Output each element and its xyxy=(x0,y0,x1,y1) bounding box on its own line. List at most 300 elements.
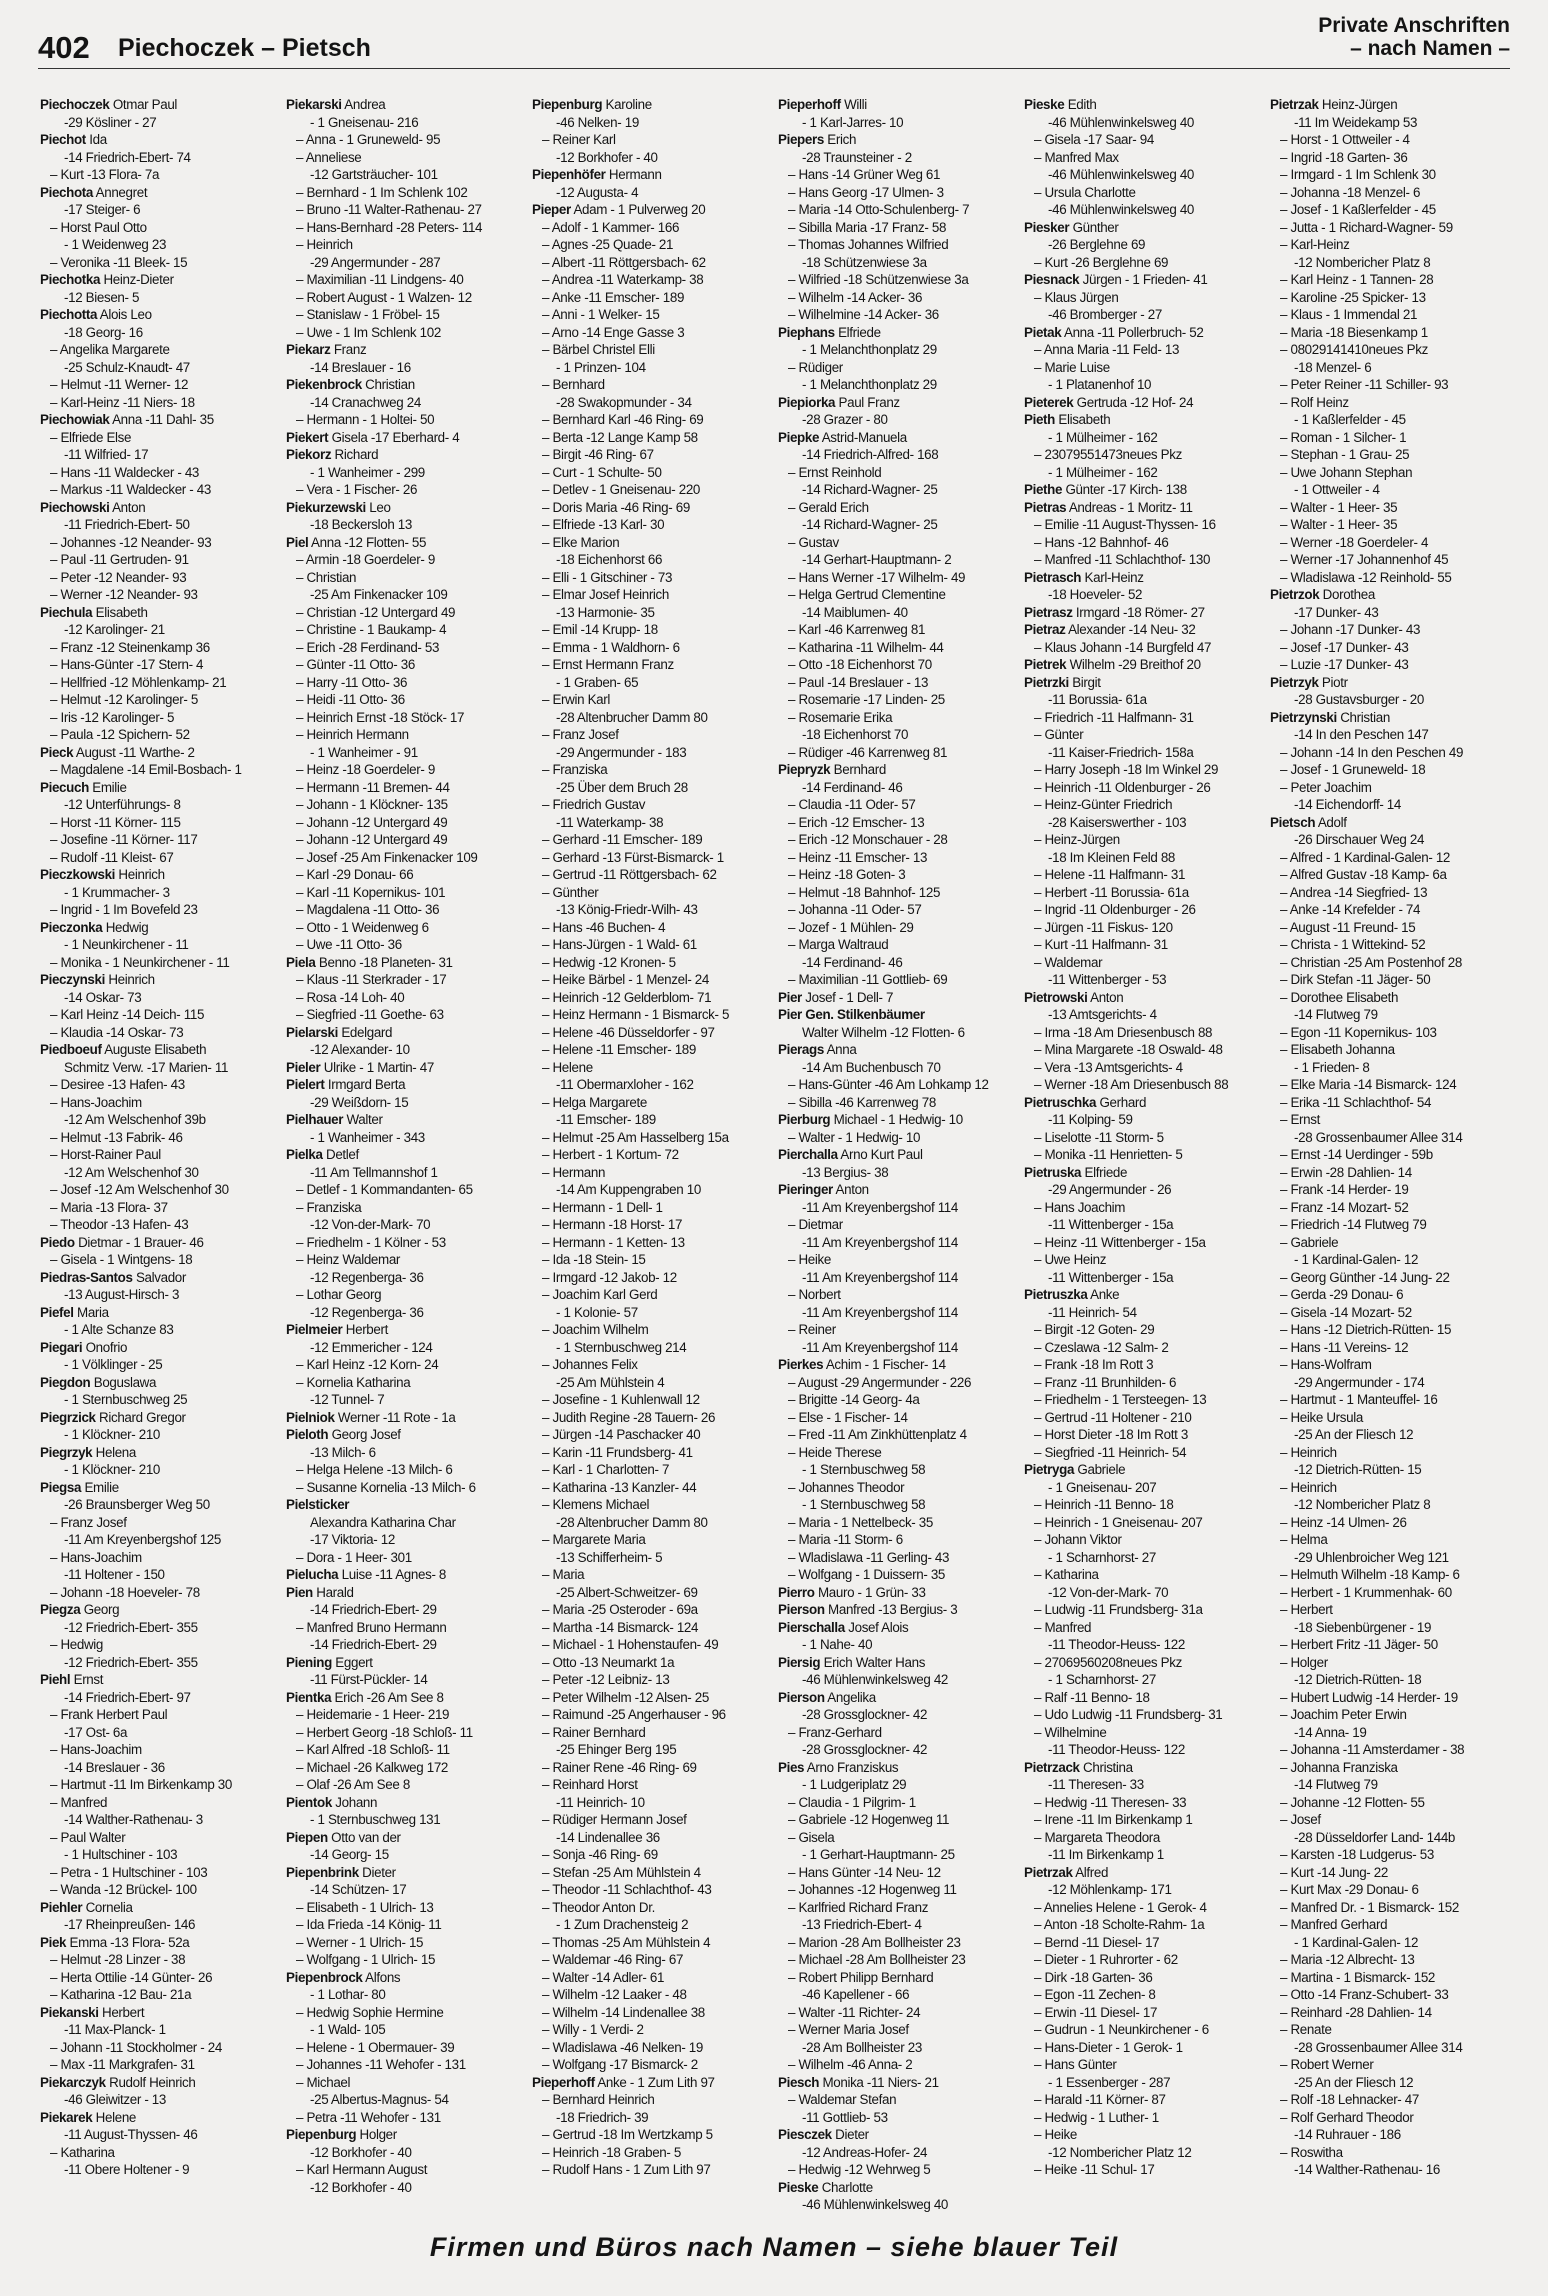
directory-entry: Piehl Ernst xyxy=(40,1672,104,1687)
entry-continuation: - 1 Kardinal-Galen- 12 xyxy=(1294,1252,1419,1267)
page-title: Piechoczek – Pietsch xyxy=(118,34,371,62)
sub-entry: – Johannes -12 Hogenweg 11 xyxy=(788,1882,957,1897)
surname: Piechoczek xyxy=(40,97,110,112)
surname: Piekarek xyxy=(40,2109,93,2125)
directory-entry: Piechota Annegret xyxy=(40,184,148,200)
entry-continuation: -14 Ferdinand- 46 xyxy=(802,779,903,795)
surname: Piepenburg xyxy=(532,97,603,112)
directory-column-2 xyxy=(286,96,522,2196)
sub-entry: – Stefan -25 Am Mühlstein 4 xyxy=(542,1864,701,1880)
entry-continuation: -46 Mühlenwinkelsweg 40 xyxy=(802,2197,949,2212)
entry-continuation: -14 Lindenallee 36 xyxy=(556,1829,660,1845)
sub-entry: – Monika - 1 Neunkirchener - 11 xyxy=(50,954,230,970)
sub-entry: – Thomas Johannes Wilfried xyxy=(788,237,949,252)
sub-entry: – Bernhard - 1 Im Schlenk 102 xyxy=(296,184,468,200)
sub-entry: – Maria -14 Otto-Schulenberg- 7 xyxy=(788,202,970,217)
sub-entry: – Hans-Günter -17 Stern- 4 xyxy=(50,657,204,672)
entry-continuation: - 1 Gneisenau- 216 xyxy=(310,114,419,130)
sub-entry: – Martha -14 Bismarck- 124 xyxy=(542,1619,699,1635)
sub-entry: – Helmut -11 Werner- 12 xyxy=(50,377,189,392)
entry-continuation: -28 Grossglockner- 42 xyxy=(802,1707,928,1722)
entry-continuation: -28 Altenbrucher Damm 80 xyxy=(556,1514,708,1530)
sub-entry: – Herbert Fritz -11 Jäger- 50 xyxy=(1280,1637,1438,1652)
sub-entry: – Walter -14 Adler- 61 xyxy=(542,1969,665,1985)
entry-continuation: -14 Friedrich-Ebert- 29 xyxy=(310,1637,437,1652)
sub-entry: – Werner -12 Neander- 93 xyxy=(50,587,198,602)
sub-entry: – Helmuth Wilhelm -18 Kamp- 6 xyxy=(1280,1567,1460,1582)
sub-entry: – Maria -25 Osteroder - 69a xyxy=(542,1602,698,1617)
sub-entry: – Herta Ottilie -14 Günter- 26 xyxy=(50,1969,213,1985)
sub-entry: – Heidemarie - 1 Heer- 219 xyxy=(296,1707,450,1722)
sub-entry: – Günter -11 Otto- 36 xyxy=(296,657,415,672)
entry-continuation: -28 Altenbrucher Damm 80 xyxy=(556,709,708,725)
sub-entry: – Rolf -18 Lehnacker- 47 xyxy=(1280,2092,1419,2107)
sub-entry: – Magdalene -14 Emil-Bosbach- 1 xyxy=(50,762,242,777)
directory-entry: Pientka Erich -26 Am See 8 xyxy=(286,1689,444,1705)
entry-continuation: -11 Holtener - 150 xyxy=(64,1567,165,1582)
surname: Piegdon xyxy=(40,1374,91,1390)
sub-entry: – Marga Waltraud xyxy=(788,937,889,952)
surname: Pietrek xyxy=(1024,657,1067,672)
sub-entry: – Werner - 1 Ulrich- 15 xyxy=(296,1934,424,1950)
sub-entry: – Angelika Margarete xyxy=(50,342,170,357)
sub-entry: – Kurt -11 Halfmann- 31 xyxy=(1034,937,1168,952)
entry-continuation: Schmitz Verw. -17 Marien- 11 xyxy=(64,1059,229,1075)
sub-entry: – Armin -18 Goerdeler- 9 xyxy=(296,552,435,567)
directory-entry: Pielucha Luise -11 Agnes- 8 xyxy=(286,1567,447,1582)
surname: Pietrzyk xyxy=(1270,674,1319,690)
surname: Piegsa xyxy=(40,1479,82,1495)
sub-entry: – Joachim Wilhelm xyxy=(542,1322,649,1337)
entry-continuation: -46 Bromberger - 27 xyxy=(1048,307,1162,322)
entry-continuation: -26 Braunsberger Weg 50 xyxy=(64,1497,210,1512)
sub-entry: – Rolf Heinz xyxy=(1280,394,1349,410)
sub-entry: – Heinrich - 1 Gneisenau- 207 xyxy=(1034,1514,1203,1530)
sub-entry: – Gerda -29 Donau- 6 xyxy=(1280,1287,1404,1302)
sub-entry: – Rudolf -11 Kleist- 67 xyxy=(50,849,174,865)
sub-entry: – Bärbel Christel Elli xyxy=(542,342,655,357)
entry-continuation: -11 Borussia- 61a xyxy=(1048,692,1147,707)
entry-continuation: -29 Angermunder - 287 xyxy=(310,254,441,270)
surname: Pieloth xyxy=(286,1427,329,1442)
sub-entry: – Rosa -14 Loh- 40 xyxy=(296,989,405,1005)
directory-entry: Pietrasch Karl-Heinz xyxy=(1024,569,1144,585)
entry-continuation: - 1 Wanheimer - 299 xyxy=(310,464,425,480)
sub-entry: – Helmut -12 Karolinger- 5 xyxy=(50,692,198,707)
entry-continuation: -14 Cranachweg 24 xyxy=(310,394,421,410)
directory-columns xyxy=(40,96,1510,2226)
sub-entry: – Waldemar xyxy=(1034,954,1103,970)
sub-entry: – Karsten -18 Ludgerus- 53 xyxy=(1280,1847,1434,1862)
surname: Pieth xyxy=(1024,412,1055,427)
entry-continuation: - 1 Zum Drachensteig 2 xyxy=(556,1917,689,1932)
sub-entry: – Lothar Georg xyxy=(296,1287,382,1302)
sub-entry: – Franz Josef xyxy=(542,727,619,742)
sub-entry: – Petra - 1 Hultschiner - 103 xyxy=(50,1864,208,1880)
sub-entry: – August -29 Angermunder - 226 xyxy=(788,1374,972,1390)
sub-entry: – Helga Gertrud Clementine xyxy=(788,587,946,602)
entry-continuation: - 1 Lothar- 80 xyxy=(310,1987,386,2002)
sub-entry: – Brigitte -14 Georg- 4a xyxy=(788,1392,920,1407)
sub-entry: – Wilhelm -12 Laaker - 48 xyxy=(542,1987,687,2002)
directory-entry: Pier Josef - 1 Dell- 7 xyxy=(778,989,894,1005)
sub-entry: – Rüdiger Hermann Josef xyxy=(542,1812,687,1827)
sub-entry: – Karlfried Richard Franz xyxy=(788,1899,929,1915)
entry-continuation: - 1 Wanheimer - 343 xyxy=(310,1129,425,1145)
entry-continuation: -11 Wittenberger - 15a xyxy=(1048,1269,1174,1285)
sub-entry: – Wilhelm -46 Anna- 2 xyxy=(788,2057,913,2072)
sub-entry: – Katharina -12 Bau- 21a xyxy=(50,1987,192,2002)
sub-entry: – Heinrich Ernst -18 Stöck- 17 xyxy=(296,709,465,725)
footer-note: Firmen und Büros nach Namen – siehe blauer Teil xyxy=(429,2232,1119,2262)
entry-continuation: -11 August-Thyssen- 46 xyxy=(64,2127,198,2142)
sub-entry: – Detlev - 1 Gneisenau- 220 xyxy=(542,482,701,497)
sub-entry: – Karl Heinz - 1 Tannen- 28 xyxy=(1280,272,1434,287)
directory-entry: Pietak Anna -11 Pollerbruch- 52 xyxy=(1024,324,1204,340)
surname: Piegrzick xyxy=(40,1409,96,1425)
sub-entry: – Detlef - 1 Kommandanten- 65 xyxy=(296,1182,473,1197)
sub-entry: – Rosemarie Erika xyxy=(788,709,893,725)
surname: Pietryga xyxy=(1024,1462,1075,1477)
sub-entry: – Harald -11 Körner- 87 xyxy=(1034,2092,1166,2107)
sub-entry: – Maria -12 Albrecht- 13 xyxy=(1280,1952,1415,1967)
sub-entry: – Dietmar xyxy=(788,1217,843,1232)
entry-continuation: -11 Gottlieb- 53 xyxy=(802,2109,888,2125)
entry-continuation: -11 Am Kreyenbergshof 114 xyxy=(802,1304,959,1320)
sub-entry: – Dirk Stefan -11 Jäger- 50 xyxy=(1280,972,1431,987)
directory-entry: Piechowski Anton xyxy=(40,499,146,515)
sub-entry: – Johannes Theodor xyxy=(788,1479,905,1495)
entry-continuation: - 1 Mülheimer - 162 xyxy=(1048,429,1158,445)
sub-entry: – Karl-Heinz -11 Niers- 18 xyxy=(50,394,195,410)
sub-entry: – Theodor Anton Dr. xyxy=(542,1899,655,1915)
sub-entry: – Hedwig -11 Theresen- 33 xyxy=(1034,1794,1187,1810)
sub-entry: – Hans-Günter -46 Am Lohkamp 12 xyxy=(788,1077,989,1092)
sub-entry: – Hans Werner -17 Wilhelm- 49 xyxy=(788,569,966,585)
sub-entry: – Katharina xyxy=(1034,1567,1099,1582)
entry-continuation: -12 Von-der-Mark- 70 xyxy=(1048,1584,1169,1600)
surname: Piechula xyxy=(40,604,93,620)
directory-entry: Piefel Maria xyxy=(40,1304,109,1320)
page-header xyxy=(38,14,1510,68)
surname: Piekarski xyxy=(286,97,342,112)
sub-entry: – Magdalena -11 Otto- 36 xyxy=(296,902,440,917)
sub-entry: – Robert Philipp Bernhard xyxy=(788,1969,934,1985)
sub-entry: – August -11 Freund- 15 xyxy=(1280,919,1416,935)
directory-entry: Pietrzyk Piotr xyxy=(1270,674,1348,690)
sub-entry: – Waldemar Stefan xyxy=(788,2092,897,2107)
entry-continuation: -13 August-Hirsch- 3 xyxy=(64,1287,180,1302)
directory-entry: Pietrzak Heinz-Jürgen xyxy=(1270,97,1398,112)
sub-entry: – Heinz Hermann - 1 Bismarck- 5 xyxy=(542,1007,730,1022)
surname: Piekanski xyxy=(40,2004,99,2020)
sub-entry: – Gudrun - 1 Neunkirchener - 6 xyxy=(1034,2022,1209,2037)
surname: Piepen xyxy=(286,1829,328,1845)
sub-entry: – Mina Margarete -18 Oswald- 48 xyxy=(1034,1042,1223,1057)
entry-continuation: -46 Gleiwitzer - 13 xyxy=(64,2092,166,2107)
sub-entry: – Maria -13 Flora- 37 xyxy=(50,1199,168,1215)
sub-entry: – Theodor -13 Hafen- 43 xyxy=(50,1217,189,1232)
entry-continuation: -14 Breslauer - 16 xyxy=(310,359,411,375)
surname: Pieper xyxy=(532,202,571,217)
sub-entry: – Margareta Theodora xyxy=(1034,1829,1160,1845)
sub-entry: – Robert Werner xyxy=(1280,2057,1374,2072)
sub-entry: – Hans -11 Waldecker - 43 xyxy=(50,464,200,480)
directory-entry: Piesker Günther xyxy=(1024,219,1119,235)
entry-continuation: - 1 Hultschiner - 103 xyxy=(64,1847,178,1862)
sub-entry: – Peter -12 Neander- 93 xyxy=(50,569,187,585)
sub-entry: – Otto -14 Franz-Schubert- 33 xyxy=(1280,1987,1449,2002)
surname: Pietrowski xyxy=(1024,989,1088,1005)
sub-entry: – Anni - 1 Welker- 15 xyxy=(542,307,660,322)
surname: Piekorz xyxy=(286,447,332,462)
surname: Piekert xyxy=(286,429,329,445)
directory-entry: Piepers Erich xyxy=(778,132,857,147)
directory-entry: Piepenbrock Alfons xyxy=(286,1969,401,1985)
sub-entry: – Wilhelmine xyxy=(1034,1724,1107,1740)
entry-continuation: -12 Andreas-Hofer- 24 xyxy=(802,2144,928,2160)
sub-entry: – Heinrich xyxy=(1280,1444,1337,1460)
surname: Pieperhoff xyxy=(778,97,841,112)
sub-entry: – Margarete Maria xyxy=(542,1532,646,1547)
surname: Pielucha xyxy=(286,1567,339,1582)
sub-entry: – Johann -12 Untergard 49 xyxy=(296,832,448,847)
sub-entry: – Helene -11 Emscher- 189 xyxy=(542,1042,697,1057)
entry-continuation: -18 Georg- 16 xyxy=(64,324,143,340)
sub-entry: – Wanda -12 Brückel- 100 xyxy=(50,1882,197,1897)
entry-continuation: -14 Maiblumen- 40 xyxy=(802,604,908,620)
sub-entry: – Hubert Ludwig -14 Herder- 19 xyxy=(1280,1689,1458,1705)
sub-entry: – Rainer Rene -46 Ring- 69 xyxy=(542,1759,697,1775)
surname: Pientka xyxy=(286,1689,332,1705)
sub-entry: – Peter -12 Leibniz- 13 xyxy=(542,1672,670,1687)
directory-entry: Piepiorka Paul Franz xyxy=(778,394,900,410)
sub-entry: – Reiner Karl xyxy=(542,132,616,147)
entry-continuation: -17 Ost- 6a xyxy=(64,1724,128,1740)
entry-continuation: Walter Wilhelm -12 Flotten- 6 xyxy=(802,1024,965,1040)
directory-entry: Piegza Georg xyxy=(40,1602,120,1617)
sub-entry: – Michael -26 Kalkweg 172 xyxy=(296,1759,449,1775)
surname: Piedo xyxy=(40,1234,75,1250)
sub-entry: – Gertrud -11 Holtener - 210 xyxy=(1034,1409,1192,1425)
entry-continuation: - 1 Melanchthonplatz 29 xyxy=(802,342,937,357)
sub-entry: – Paul Walter xyxy=(50,1829,126,1845)
directory-entry: Pielarski Edelgard xyxy=(286,1024,393,1040)
sub-entry: – Rüdiger -46 Karrenweg 81 xyxy=(788,744,948,760)
surname: Pietrasz xyxy=(1024,604,1073,620)
sub-entry: – Ernst -14 Uerdinger - 59b xyxy=(1280,1147,1433,1162)
sub-entry: – Hermann -18 Horst- 17 xyxy=(542,1217,683,1232)
sub-entry: – Michael -28 Am Bollheister 23 xyxy=(788,1952,966,1967)
sub-entry: – Wolfgang - 1 Ulrich- 15 xyxy=(296,1952,436,1967)
sub-entry: – Friedhelm - 1 Kölner - 53 xyxy=(296,1234,446,1250)
surname: Pieczynski xyxy=(40,972,105,987)
sub-entry: – Franz -14 Mozart- 52 xyxy=(1280,1199,1409,1215)
sub-entry: – Josefine - 1 Kuhlenwall 12 xyxy=(542,1392,700,1407)
sub-entry: – Gerhard -13 Fürst-Bismarck- 1 xyxy=(542,849,724,865)
sub-entry: – Dieter - 1 Ruhrorter - 62 xyxy=(1034,1952,1178,1967)
entry-continuation: - 1 Neunkirchener - 11 xyxy=(64,937,189,952)
sub-entry: – Monika -11 Henrietten- 5 xyxy=(1034,1147,1183,1162)
directory-entry: Piekert Gisela -17 Eberhard- 4 xyxy=(286,429,460,445)
sub-entry: – Manfred Max xyxy=(1034,149,1119,165)
surname: Pietrzak xyxy=(1270,97,1319,112)
directory-entry: Pietruszka Anke xyxy=(1024,1287,1120,1302)
sub-entry: – Gerald Erich xyxy=(788,499,869,515)
sub-entry: – Hans -11 Vereins- 12 xyxy=(1280,1339,1409,1355)
entry-continuation: -14 Walther-Rathenau- 16 xyxy=(1294,2162,1440,2177)
entry-continuation: -18 Eichenhorst 66 xyxy=(556,552,663,567)
sub-entry: – Josef xyxy=(1280,1812,1321,1827)
entry-continuation: - 1 Frieden- 8 xyxy=(1294,1059,1370,1075)
surname: Pietruschka xyxy=(1024,1094,1097,1110)
entry-continuation: -29 Kösliner - 27 xyxy=(64,114,157,130)
sub-entry: – Stanislaw - 1 Fröbel- 15 xyxy=(296,307,440,322)
entry-continuation: -29 Angermunder - 183 xyxy=(556,744,687,760)
entry-continuation: -11 Theresen- 33 xyxy=(1048,1777,1144,1792)
entry-continuation: -11 Obermarxloher - 162 xyxy=(556,1077,694,1092)
sub-entry: – Werner -18 Am Driesenbusch 88 xyxy=(1034,1077,1229,1092)
entry-continuation: -12 Emmericher - 124 xyxy=(310,1339,433,1355)
entry-continuation: -11 Friedrich-Ebert- 50 xyxy=(64,517,190,532)
entry-continuation: -29 Uhlenbroicher Weg 121 xyxy=(1294,1549,1449,1565)
sub-entry: – Wladislawa -12 Reinhold- 55 xyxy=(1280,569,1452,585)
surname: Pieske xyxy=(1024,97,1065,112)
entry-continuation: -14 Friedrich-Ebert- 29 xyxy=(310,1602,437,1617)
entry-continuation: - 1 Scharnhorst- 27 xyxy=(1048,1549,1156,1565)
sub-entry: – Andrea -11 Waterkamp- 38 xyxy=(542,272,704,287)
sub-entry: – Ernst xyxy=(1280,1112,1320,1127)
entry-continuation: -25 Am Mühlstein 4 xyxy=(556,1374,665,1390)
sub-entry: – Karl -11 Kopernikus- 101 xyxy=(296,884,446,900)
sub-entry: – Herbert xyxy=(1280,1602,1333,1617)
sub-entry: – Marie Luise xyxy=(1034,359,1110,375)
sub-entry: – Emilie -11 August-Thyssen- 16 xyxy=(1034,517,1216,532)
entry-continuation: -12 Friedrich-Ebert- 355 xyxy=(64,1619,198,1635)
entry-continuation: -14 Anna- 19 xyxy=(1294,1724,1367,1740)
directory-entry: Pieske Edith xyxy=(1024,97,1097,112)
directory-entry: Pieth Elisabeth xyxy=(1024,412,1111,427)
sub-entry: – Gisela -17 Saar- 94 xyxy=(1034,132,1154,147)
entry-continuation: -46 Mühlenwinkelsweg 40 xyxy=(1048,114,1195,130)
entry-continuation: -12 Friedrich-Ebert- 355 xyxy=(64,1654,198,1670)
surname: Pieck xyxy=(40,744,74,760)
sub-entry: – Hans -12 Bahnhof- 46 xyxy=(1034,534,1169,550)
entry-continuation: -11 Wittenberger - 15a xyxy=(1048,1217,1174,1232)
sub-entry: – Gabriele xyxy=(1280,1234,1339,1250)
surname: Piesczek xyxy=(778,2127,832,2142)
entry-continuation: -13 Schifferheim- 5 xyxy=(556,1549,663,1565)
sub-entry: – Rolf Gerhard Theodor xyxy=(1280,2109,1414,2125)
sub-entry: – Frank -18 Im Rott 3 xyxy=(1034,1357,1154,1372)
sub-entry: – Johannes -12 Neander- 93 xyxy=(50,534,212,550)
sub-entry: – Heinz-Günter Friedrich xyxy=(1034,797,1173,812)
surname: Pies xyxy=(778,1759,805,1775)
sub-entry: – Hedwig -12 Kronen- 5 xyxy=(542,954,676,970)
entry-continuation: -28 Düsseldorfer Land- 144b xyxy=(1294,1829,1456,1845)
sub-entry: – Christian -25 Am Postenhof 28 xyxy=(1280,954,1462,970)
sub-entry: – Friedrich Gustav xyxy=(542,797,646,812)
sub-entry: – Bruno -11 Walter-Rathenau- 27 xyxy=(296,202,482,217)
entry-continuation: - 1 Melanchthonplatz 29 xyxy=(802,377,937,392)
sub-entry: – Peter Wilhelm -12 Alsen- 25 xyxy=(542,1689,709,1705)
entry-continuation: -11 Am Kreyenbergshof 114 xyxy=(802,1269,959,1285)
directory-entry: Pietrzak Alfred xyxy=(1024,1864,1109,1880)
surname: Pierags xyxy=(778,1042,824,1057)
sub-entry: – Otto -18 Eichenhorst 70 xyxy=(788,657,932,672)
directory-entry xyxy=(778,1006,1014,1024)
directory-entry: Pietrek Wilhelm -29 Breithof 20 xyxy=(1024,657,1201,672)
sub-entry: – Ingrid -11 Oldenburger - 26 xyxy=(1034,902,1196,917)
sub-entry: – Hans Günter -14 Neu- 12 xyxy=(788,1864,941,1880)
sub-entry: – Helene xyxy=(542,1059,593,1075)
entry-continuation: -14 Schützen- 17 xyxy=(310,1882,407,1897)
entry-continuation: -25 Albertus-Magnus- 54 xyxy=(310,2092,449,2107)
sub-entry: – Anke -14 Krefelder - 74 xyxy=(1280,902,1421,917)
directory-entry: Piegdon Boguslawa xyxy=(40,1374,157,1390)
sub-entry: – Elfriede Else xyxy=(50,429,132,445)
entry-continuation: -28 Grossglockner- 42 xyxy=(802,1742,928,1757)
entry-continuation: -12 Nombericher Platz 12 xyxy=(1048,2144,1192,2160)
sub-entry: – Werner Maria Josef xyxy=(788,2022,909,2037)
surname: Piepiorka xyxy=(778,394,836,410)
sub-entry: – Liselotte -11 Storm- 5 xyxy=(1034,1129,1164,1145)
entry-continuation: -11 Im Birkenkamp 1 xyxy=(1048,1847,1164,1862)
directory-entry: Pielniok Werner -11 Rote - 1a xyxy=(286,1409,456,1425)
surname: Pielsticker xyxy=(286,1497,350,1512)
sub-entry: – Horst -11 Körner- 115 xyxy=(50,814,181,830)
surname: Piekurzewski xyxy=(286,499,366,515)
sub-entry: – Hartmut -11 Im Birkenkamp 30 xyxy=(50,1777,232,1792)
sub-entry: – Christian xyxy=(296,569,357,585)
sub-entry: – Karl -29 Donau- 66 xyxy=(296,867,414,882)
surname: Pietrzynski xyxy=(1270,709,1337,725)
sub-entry: – Rudolf Hans - 1 Zum Lith 97 xyxy=(542,2162,711,2177)
directory-column-5 xyxy=(1024,96,1260,2179)
directory-entry: Piepryzk Bernhard xyxy=(778,762,886,777)
sub-entry: – Friedrich -11 Halfmann- 31 xyxy=(1034,709,1194,725)
sub-entry: – Sibilla Maria -17 Franz- 58 xyxy=(788,219,947,235)
entry-continuation: -14 Eichendorff- 14 xyxy=(1294,797,1401,812)
entry-continuation: -17 Viktoria- 12 xyxy=(310,1532,395,1547)
directory-entry: Pies Arno Franziskus xyxy=(778,1759,899,1775)
sub-entry: – Horst Paul Otto xyxy=(50,219,147,235)
sub-entry: – Thomas -25 Am Mühlstein 4 xyxy=(542,1934,711,1950)
directory-entry xyxy=(286,1496,522,1514)
entry-continuation: -12 Nombericher Platz 8 xyxy=(1294,254,1431,270)
entry-continuation: - 1 Sternbuschweg 58 xyxy=(802,1497,926,1512)
directory-entry: Piekarski Andrea xyxy=(286,97,386,112)
sub-entry: – Dirk -18 Garten- 36 xyxy=(1034,1969,1153,1985)
directory-entry: Piehler Cornelia xyxy=(40,1899,133,1915)
sub-entry: – Heinrich xyxy=(296,237,353,252)
surname: Pietras xyxy=(1024,499,1067,515)
sub-entry: – Erwin -11 Diesel- 17 xyxy=(1034,2004,1158,2020)
surname: Pieczkowski xyxy=(40,867,116,882)
sub-entry: – Elisabeth Johanna xyxy=(1280,1042,1395,1057)
sub-entry: – Karl Alfred -18 Schloß- 11 xyxy=(296,1742,450,1757)
sub-entry: – Johann -12 Untergard 49 xyxy=(296,814,448,830)
surname: Piepryzk xyxy=(778,762,831,777)
directory-entry: Pierschalla Josef Alois xyxy=(778,1619,909,1635)
sub-entry: – Christian -12 Untergard 49 xyxy=(296,604,456,620)
surname: Pierson xyxy=(778,1689,825,1705)
sub-entry: – Helene - 1 Obermauer- 39 xyxy=(296,2039,455,2055)
sub-entry: – Norbert xyxy=(788,1287,841,1302)
entry-continuation: -14 Georg- 15 xyxy=(310,1847,389,1862)
sub-entry: – Irene -11 Im Birkenkamp 1 xyxy=(1034,1812,1193,1827)
directory-entry: Piekenbrock Christian xyxy=(286,377,415,392)
